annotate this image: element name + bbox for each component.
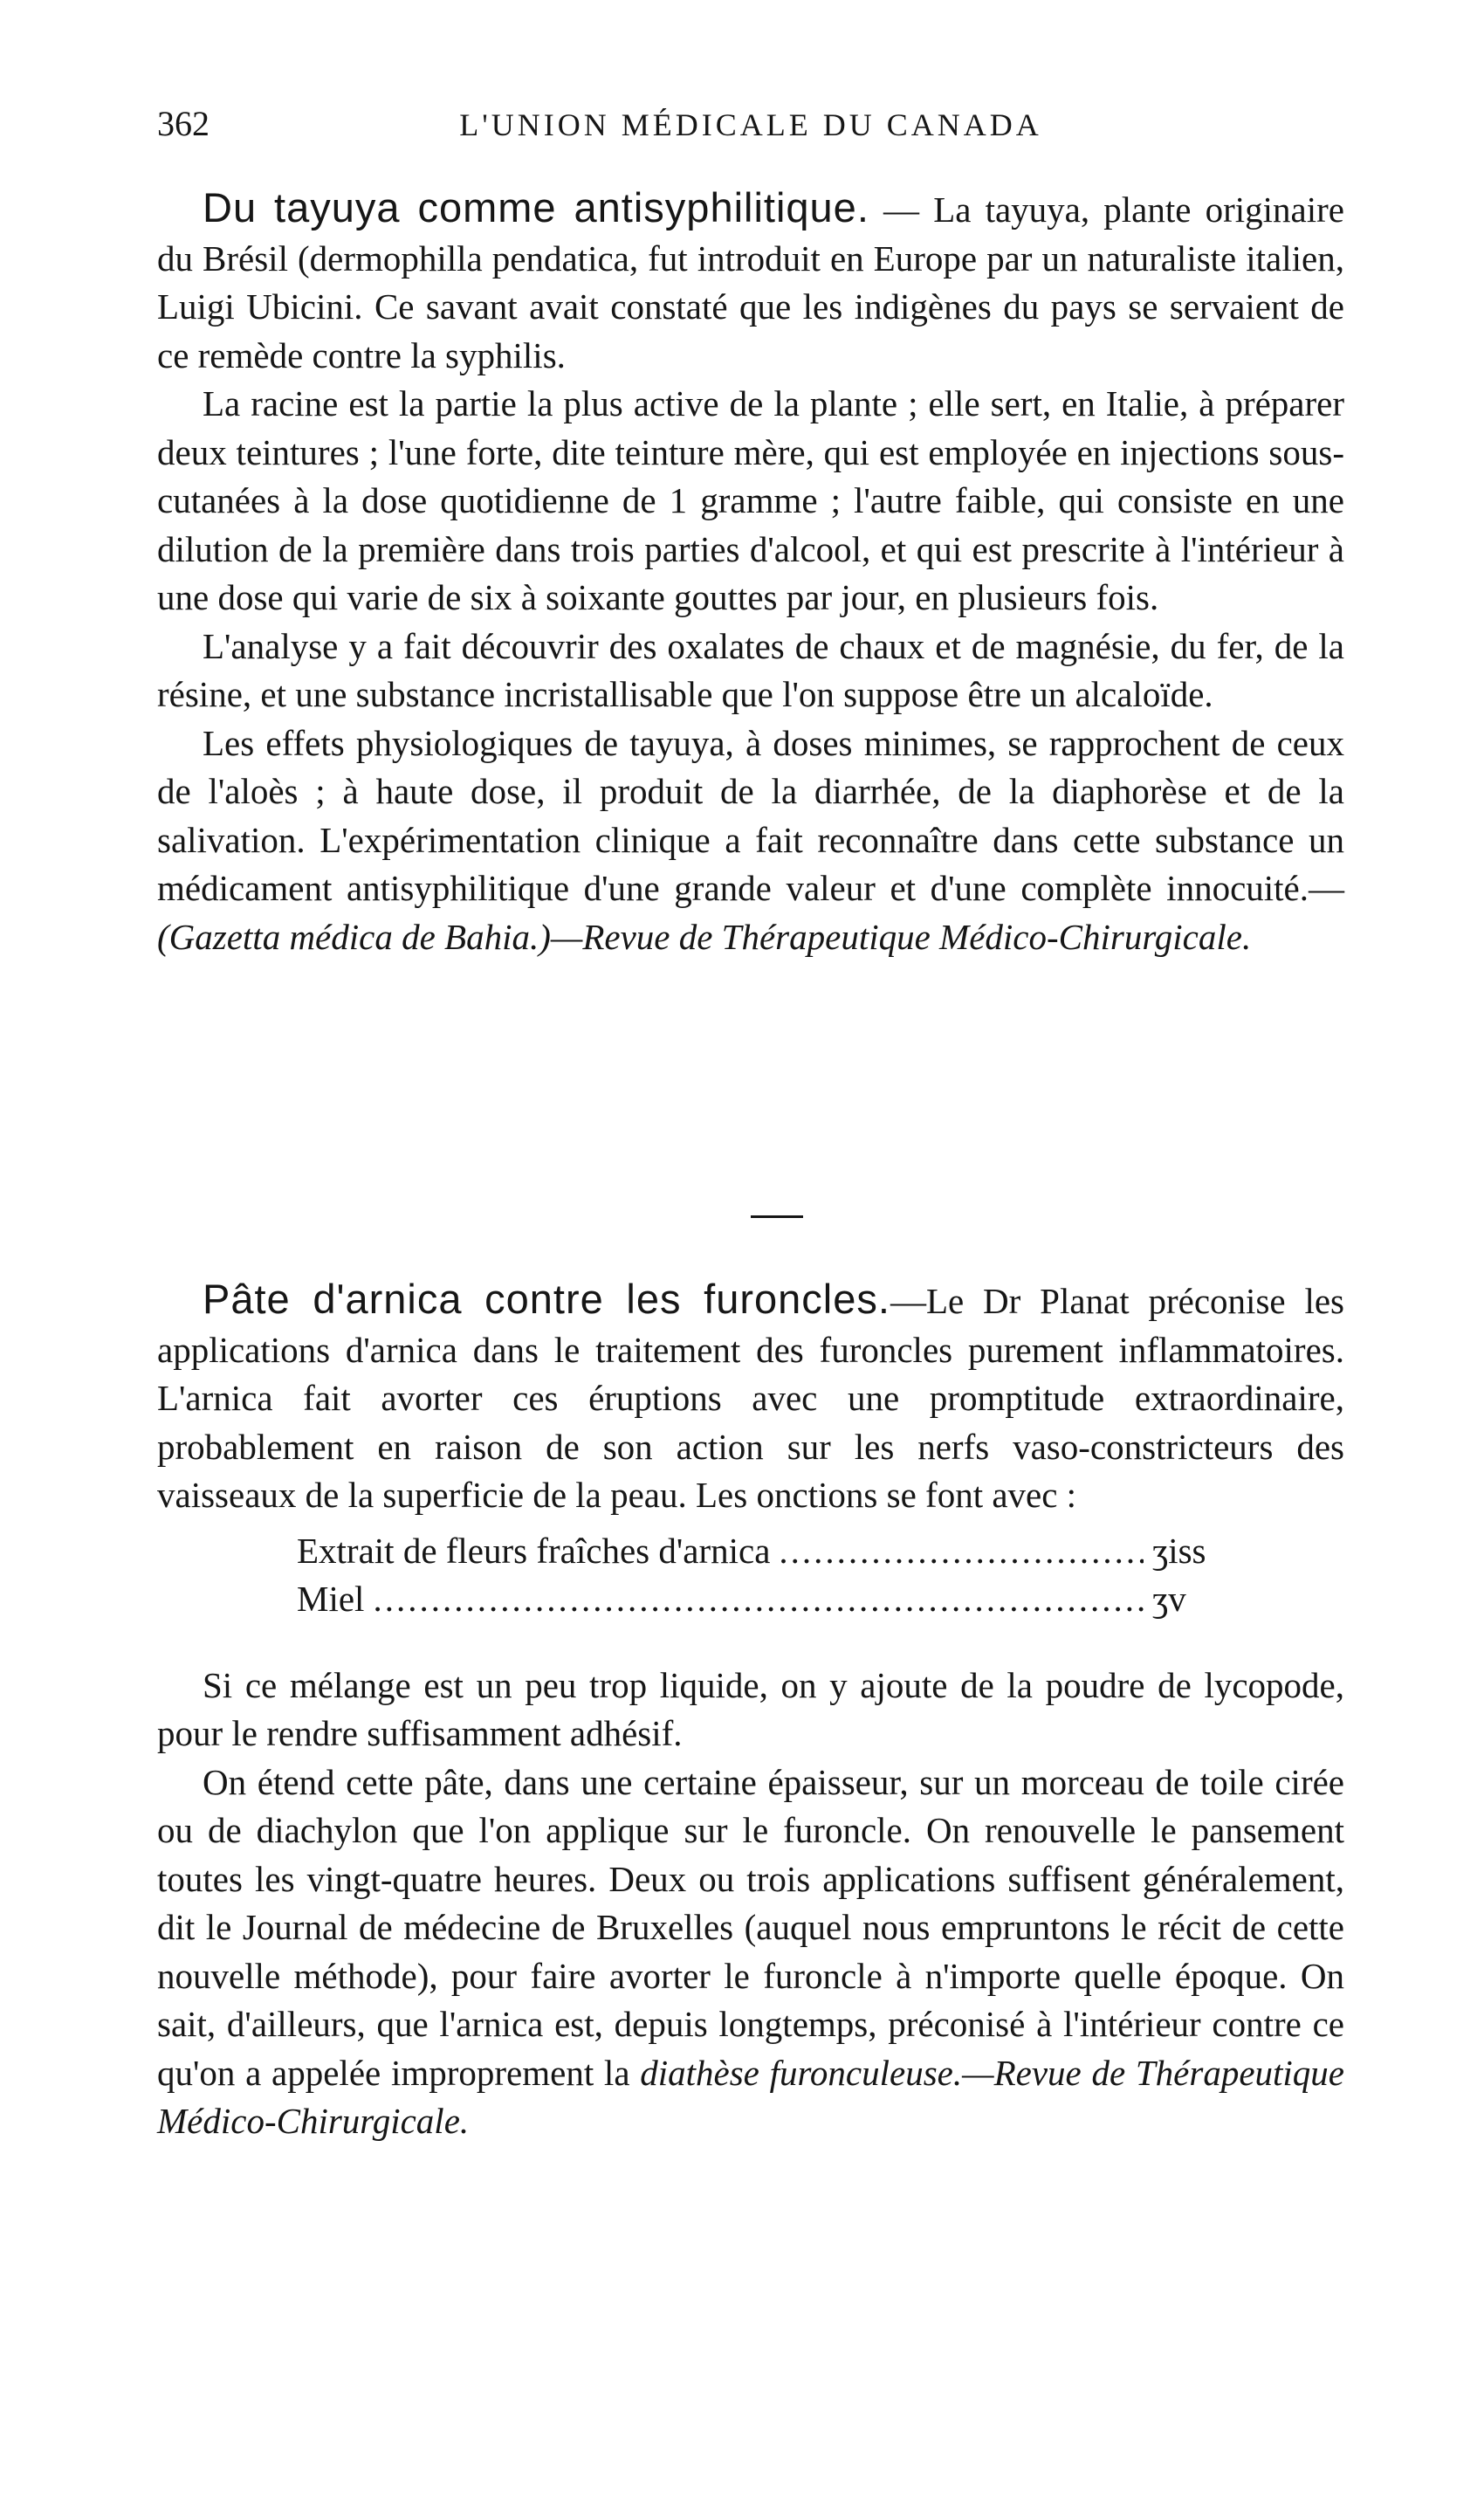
recipe-ingredient: Extrait de fleurs fraîches d'arnica bbox=[297, 1530, 771, 1571]
recipe-ingredient: Miel bbox=[297, 1578, 365, 1619]
page-header bbox=[157, 103, 1344, 155]
recipe-quantity: ʒv bbox=[1152, 1578, 1186, 1619]
article-heading: Pâte d'arnica contre les furoncles. bbox=[203, 1276, 890, 1322]
article-paragraph bbox=[157, 719, 1344, 962]
paragraph-text: On étend cette pâte, dans une certaine épaisseur, sur un morceau de toile cirée ou de diachylon que l'on applique sur le furoncle. On renouvelle le pansement toutes les vingt-quatre heures. Deux ou trois applications suffisent généralement, dit le Journal de médecine de Bruxelles (auquel nous empruntons le récit de cette nouvelle méthode), pour faire avorter le furoncle à n'importe quelle époque. On sait, d'ailleurs, que l'arnica est, depuis longtemps, préconisé à l'intérieur contre ce qu'on a appelée improprement la bbox=[157, 1761, 1344, 2093]
paragraph-text: Les effets physiologiques de tayuya, à doses minimes, se rapprochent de ceux de l'aloès ; à haute dose, il produit de la diarrhée, de la diaphorèse et de la salivation. L'expérimentation clinique a fait reconnaître dans cette substance un médicament antisyphilitique d'une grande valeur et d'une complète innocuité.— bbox=[157, 722, 1344, 908]
article-paragraph: La racine est la partie la plus active de la plante ; elle sert, en Italie, à préparer deux teintures ; l'une forte, dite teinture mère, qui est employée en injections sous-cutanées à la dose quotidienne de 1 gramme ; l'autre faible, qui consiste en une dilution de la première dans trois parties d'alcool, et qui est prescrite à l'intérieur à une dose qui varie de six à soixante gouttes par jour, en plusieurs fois. bbox=[157, 383, 1344, 617]
section-separator bbox=[751, 1215, 803, 1218]
running-head: L'UNION MÉDICALE DU CANADA bbox=[459, 107, 1042, 142]
leader-dots bbox=[779, 1527, 1144, 1575]
article-paragraph bbox=[157, 1758, 1344, 2146]
page-number: 362 bbox=[157, 104, 210, 143]
article-heading: Du tayuya comme antisyphilitique. bbox=[203, 184, 869, 231]
paragraph-text: — La tayuya, plante originaire du Brésil (dermophilla pendatica, fut introduit en Europe par un naturaliste italien, Luigi Ubicini. Ce savant avait constaté que les indigènes du pays se servaient de ce remède contre la syphilis. bbox=[157, 189, 1344, 375]
citation: diathèse furonculeuse.—Revue de Thérapeutique Médico-Chirurgicale. bbox=[157, 2052, 1344, 2141]
recipe-quantity: ʒiss bbox=[1152, 1530, 1206, 1571]
article-arnica bbox=[157, 1275, 1344, 2146]
recipe-line bbox=[297, 1527, 1240, 1575]
leader-dots bbox=[373, 1575, 1144, 1623]
article-paragraph bbox=[157, 183, 1344, 380]
recipe bbox=[157, 1527, 1344, 1623]
recipe-line bbox=[297, 1575, 1240, 1623]
article-paragraph: Si ce mélange est un peu trop liquide, on y ajoute de la poudre de lycopode, pour le rendre suffisamment adhésif. bbox=[157, 1664, 1344, 1753]
article-paragraph: L'analyse y a fait découvrir des oxalates de chaux et de magnésie, du fer, de la résine, et une substance incristallisable que l'on suppose être un alcaloïde. bbox=[157, 625, 1344, 714]
citation: (Gazetta médica de Bahia.)—Revue de Thérapeutique Médico-Chirurgicale. bbox=[157, 916, 1252, 957]
paragraph-text: —Le Dr Planat préconise les applications d'arnica dans le traitement des furoncles purement inflammatoires. L'arnica fait avorter ces éruptions avec une promptitude extraordinaire, probablement en raison de son action sur les nerfs vaso-constricteurs des vaisseaux de la superficie de la peau. Les onctions se font avec : bbox=[157, 1281, 1345, 1515]
article-tayuya bbox=[157, 183, 1344, 961]
article-paragraph bbox=[157, 1275, 1344, 1520]
